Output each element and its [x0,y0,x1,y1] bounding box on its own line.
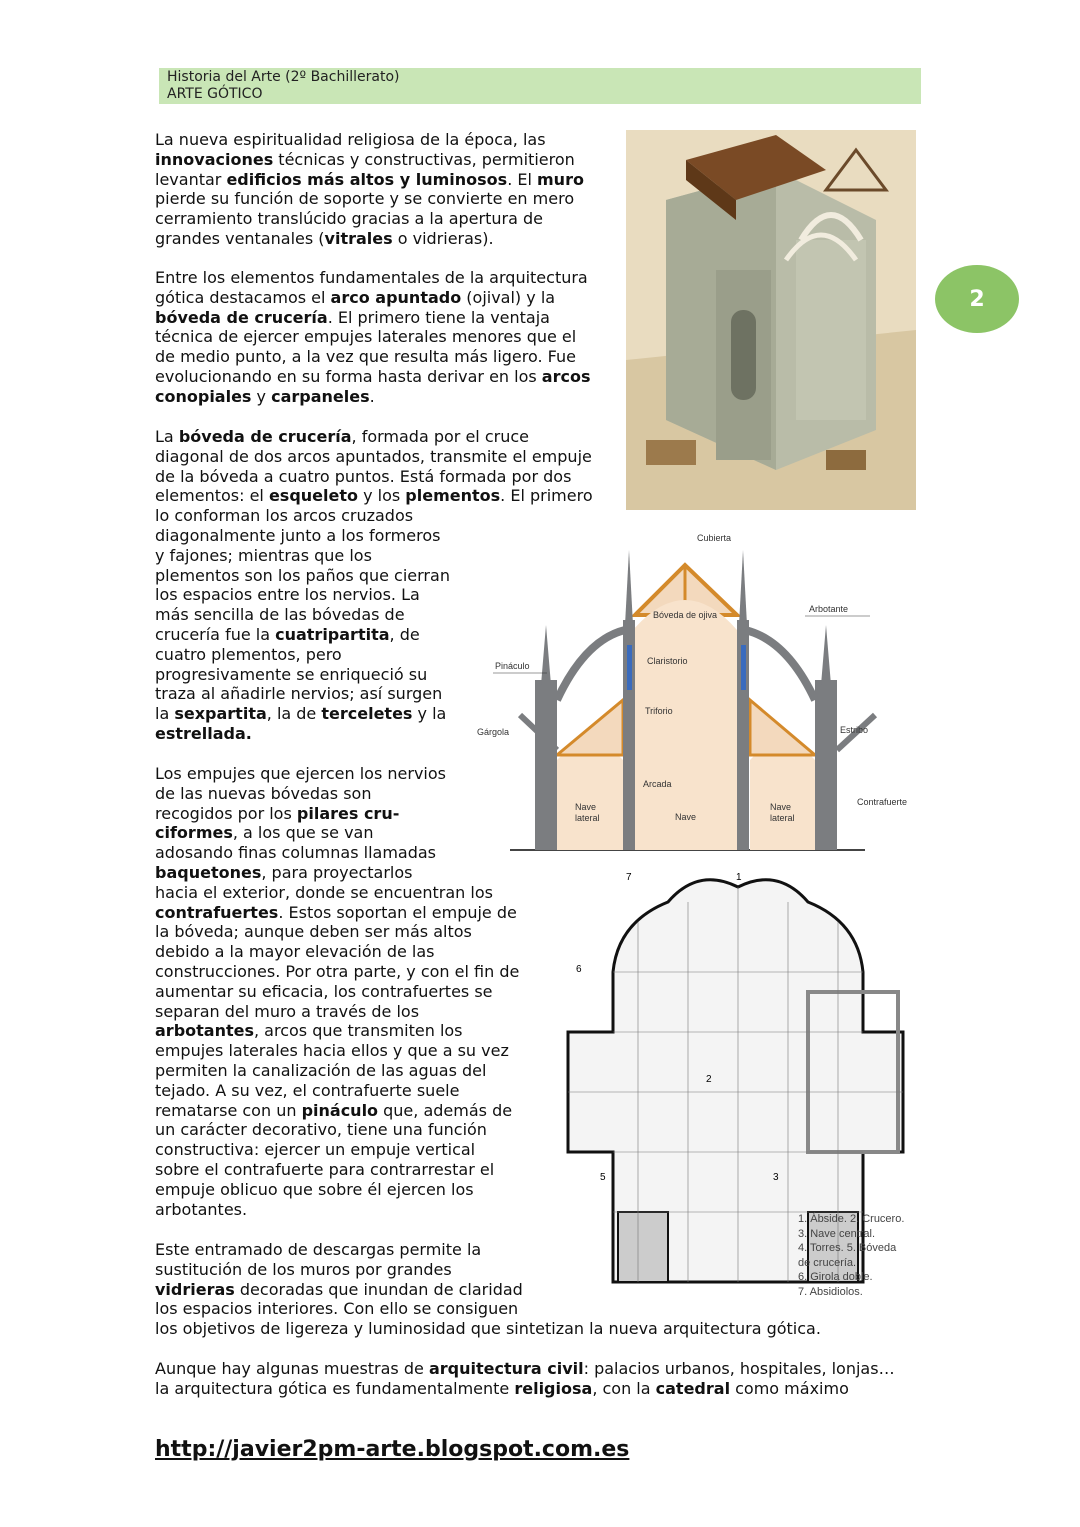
text-line: separan del muro a través de los [155,1001,420,1021]
cathedral-construction-illustration [626,130,916,510]
plan-number-6: 6 [576,964,582,975]
page-number-badge: 2 [935,265,1019,333]
header-topic: ARTE GÓTICO [167,86,263,102]
text-line: elementos: el esqueleto y los plementos. El primero [155,486,593,506]
text-line: ciformes, a los que se van [155,823,374,843]
text-line: cerramiento translúcido gracias a la apertura de [155,209,543,229]
document-header [159,68,921,104]
label-cubierta: Cubierta [697,533,732,543]
plan-number-5: 5 [600,1172,606,1183]
paragraph-intro [155,130,584,249]
label-nave: Nave [675,812,697,822]
header-course: Historia del Arte (2º Bachillerato) [167,69,400,85]
label-nave-lateral-2b: lateral [770,813,795,823]
text-line: rematarse con un pináculo que, además de [155,1100,513,1120]
text-line: la bóveda; aunque deben ser más altos [155,922,472,942]
text-line: bóveda de crucería. El primero tiene la ventaja [155,307,550,327]
text-line: empuje oblicuo que sobre él ejercen los [155,1179,474,1199]
text-line: de medio punto, a la vez que resulta más ligero. Fue [155,347,576,367]
text-line: evolucionando en su forma hasta derivar en los arcos [155,366,591,386]
text-line: la sexpartita, la de terceletes y la [155,704,447,724]
plan-number-1: 1 [736,872,742,883]
plan-number-2: 2 [706,1074,712,1085]
text-line: adosando finas columnas llamadas [155,843,437,863]
text-line: grandes ventanales (vitrales o vidrieras). [155,228,494,248]
paragraph-empujes [155,764,519,1219]
text-line: traza al añadirle nervios; así surgen [155,684,443,704]
text-line: los espacios interiores. Con ello se consiguen [155,1299,519,1319]
label-claristorio: Claristorio [647,656,688,666]
text-line: cuatro plementos, pero [155,644,342,664]
text-line: y fajones; mientras que los [155,545,372,565]
plan-number-7: 7 [626,872,632,883]
text-line: La nueva espiritualidad religiosa de la época, las [155,130,546,149]
text-line: pierde su función de soporte y se convierte en mero [155,189,575,209]
text-line: estrellada. [155,723,252,743]
text-line: permiten la canalización de las aguas del [155,1060,487,1080]
label-arbotante: Arbotante [809,604,849,614]
text-line: progresivamente se enriqueció su [155,664,428,684]
text-line: un carácter decorativo, tiene una función [155,1120,487,1140]
text-line: contrafuertes. Estos soportan el empuje de [155,902,517,922]
legend-line: 1. Ábside. 2. Crucero. [798,1213,905,1225]
text-line: conopiales y carpaneles. [155,386,375,406]
label-arcada: Arcada [643,779,672,789]
text-line: más sencilla de las bóvedas de [155,605,405,625]
label-pinaculo: Pináculo [495,661,530,671]
text-line: lo conforman los arcos cruzados [155,506,414,526]
text-line: Aunque hay algunas muestras de arquitectura civil: palacios urbanos, hospitales, lonjas… [155,1359,895,1378]
text-line: arbotantes. [155,1199,248,1219]
label-boveda: Bóveda de ojiva [653,610,718,620]
text-line: recogidos por los pilares cru- [155,803,400,823]
text-line: vidrieras decoradas que inundan de claridad [155,1279,523,1299]
label-nave-lateral-2: Nave [770,802,792,812]
legend-line: 6. Girola doble. [798,1271,873,1283]
legend-line: 4. Torres. 5. Bóveda [798,1242,897,1254]
label-gargola: Gárgola [477,727,510,737]
text-line: diagonal de dos arcos apuntados, transmite el empuje [155,446,592,466]
text-line: de las nuevas bóvedas son [155,783,372,803]
text-line: Este entramado de descargas permite la [155,1240,482,1259]
cathedral-cross-section-diagram [475,530,915,852]
text-line: constructiva: ejercer un empuje vertical [155,1140,476,1160]
text-line: de la bóveda a cuatro puntos. Está formada por dos [155,466,572,486]
text-line: técnica de ejercer empujes laterales menores que el [155,327,577,347]
text-line: La bóveda de crucería, formada por el cruce [155,427,529,446]
floor-plan-legend [798,1212,904,1299]
text-line: sustitución de los muros por grandes [155,1259,452,1279]
text-line: construcciones. Por otra parte, y con el fin de [155,961,520,981]
label-contrafuerte: Contrafuerte [857,797,908,807]
text-line: innovaciones técnicas y constructivas, permitieron [155,149,575,169]
text-line: crucería fue la cuatripartita, de [155,624,420,644]
text-line: la arquitectura gótica es fundamentalmente religiosa, con la catedral como máximo [155,1378,849,1398]
legend-line: 3. Nave central. [798,1227,876,1240]
text-line: levantar edificios más altos y luminosos. El muro [155,169,584,189]
text-line: diagonalmente junto a los formeros [155,525,441,545]
legend-line: 7. Absidiolos. [798,1285,863,1298]
text-line: hacia el exterior, donde se encuentran los [155,882,493,902]
text-line: baquetones, para proyectarlos [155,862,413,882]
text-line: debido a la mayor elevación de las [155,942,435,962]
text-line: Los empujes que ejercen los nervios [155,764,446,783]
footer-blog-link[interactable]: http://javier2pm-arte.blogspot.com.es [155,1437,630,1462]
label-nave-lateral-1: Nave [575,802,597,812]
text-line: plementos son los paños que cierran [155,565,450,585]
legend-line: de crucería. [798,1256,857,1269]
text-line: tejado. A su vez, el contrafuerte suele [155,1080,460,1100]
label-estribo: Estribo [840,725,869,735]
text-line: arbotantes, arcos que transmiten los [155,1021,463,1041]
text-line: empujes laterales hacia ellos y que a su vez [155,1041,509,1061]
text-line: Entre los elementos fundamentales de la arquitectura [155,268,588,287]
text-line: los espacios entre los nervios. La [155,585,420,605]
text-line: sobre el contrafuerte para contrarrestar el [155,1159,495,1179]
text-line: gótica destacamos el arco apuntado (ojival) y la [155,287,556,307]
text-line: los objetivos de ligereza y luminosidad que sintetizan la nueva arquitectura gótica. [155,1319,821,1339]
text-line: aumentar su eficacia, los contrafuertes se [155,981,493,1001]
paragraph-arquitectura-civil [155,1359,895,1399]
label-nave-lateral-1b: lateral [575,813,600,823]
label-triforio: Triforio [645,706,673,716]
paragraph-arco-apuntado [155,268,590,407]
plan-number-3: 3 [773,1172,779,1183]
